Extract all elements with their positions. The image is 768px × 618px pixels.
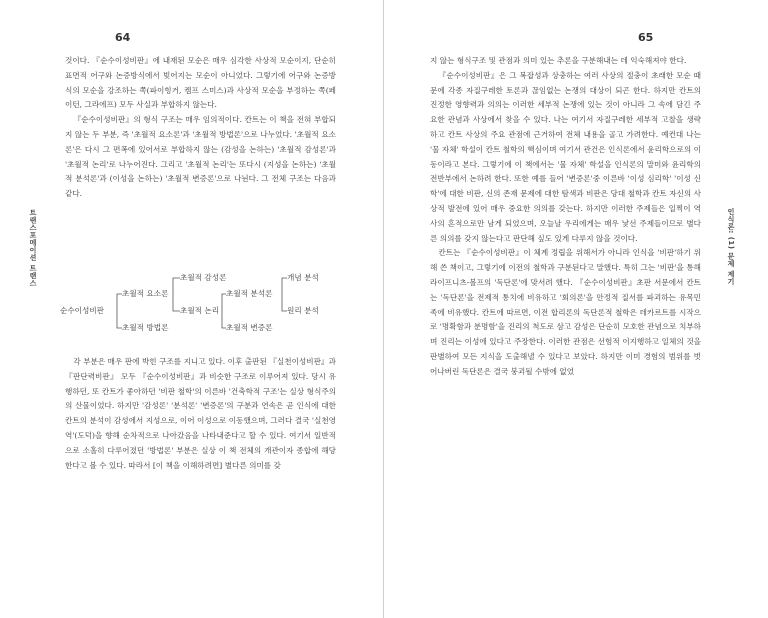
diagram-node-elements: 초월적 요소론 bbox=[122, 289, 169, 298]
page-gutter bbox=[383, 0, 384, 618]
left-text-top bbox=[65, 54, 336, 202]
diagram-node-logic: 초월적 논리 bbox=[180, 306, 220, 315]
diagram-node-method: 초월적 방법론 bbox=[122, 323, 169, 332]
paragraph: 『순수이성비판』은 그 복잡성과 상충하는 여러 사상의 절충이 초래한 모순 때문에 각종 자질구레한 토론과 끊임없는 논쟁의 대상이 되곤 한다. 하지만 칸트의 진정한 영향력과 의의는 이러한 세부적 논쟁에 있는 것이 아니라 그 속에 담긴 주요한 관념과 사상에서 찾을 수 있다. 나는 여기서 자질구레한 세부적 고찰을 생략하고 칸트 사상의 주요 관점에 근거하여 전체 내용을 골고 가려한다. 예컨대 나는 '물 자체' 학설이 칸트 철학의 핵심이며 여기서 관건은 인식론에서 윤리학으로의 이동이라고 본다. 그렇기에 이 책에서는 '물 자체' 학설을 인식론의 말미와 윤리학의 전반부에서 논하려 한다. 또한 예를 들어 '변증론'중 이른바 '이성 심리학' '이성 신학'에 대한 비판, 신의 존재 문제에 대한 탐색과 비판은 당대 철학과 칸트 자신의 사상적 발전에 있어 매우 중요한 의의를 갖는다. 하지만 이러한 주제들은 일찍이 역사의 흔적으로만 남게 되었으며, 오늘날 우리에게는 매우 낯선 주제들이므로 별다른 의의를 갖지 않는다고 판단해 싶도 있게 다루지 않을 것이다. bbox=[430, 70, 701, 243]
paragraph: 각 부분은 매우 판에 박힌 구조를 지니고 있다. 이후 출판된 『실천이성비판』과 『판단력비판』 모두 『순수이성비판』과 비슷한 구조로 이루어져 있다. 당시 유행하던, 또 칸트가 좋아하던 '비판 철학'의 이른바 '건축학적 구조'는 실상 형식주의의 산물이었다. 하지만 '감성론' '분석론' '변증론'의 구분과 연속은 곧 인식에 대한 칸트의 분석이 감성에서 지성으로, 이어 이성으로 이동했으며, 그러다 결국 '실천영역'(도덕)을 향해 순차적으로 나아갔음을 나타내준다고 할 수 있다. 여기서 일반적으로 소홀히 다루어졌던 '방법론' 부분은 실상 이 책 전체의 개관이자 종합에 해당한다고 볼 수 있다. 따라서 [이 책을 이해하려면] 별다른 의미를 갖 bbox=[65, 357, 336, 470]
left-page-number: 64 bbox=[115, 31, 131, 44]
paragraph: 것이다. 『순수이성비판』에 내재된 모순은 매우 심각한 사상적 모순이지, 단순히 표면적 어구와 논증방식에서 빚어지는 모순이 아니었다. 그렇기에 어구와 논증방식의 모순을 강조하는 쪽(파이힝거, 켐프 스미스)과 사상적 모순을 부정하는 쪽(페이턴, 그라에프) 모두 사실과 부합하지 않는다. bbox=[65, 56, 336, 110]
paragraph: 칸트는 『순수이성비판』이 체계 정립을 위해서가 아니라 인식을 '비판'하기 위해 쓴 책이고, 그렇기에 이전의 철학과 구분된다고 말했다. 특히 그는 '비판'을 통해 라이프니츠-볼프의 '독단론'에 맞서려 했다. 『순수이성비판』초판 서문에서 칸트는 '독단론'을 전제적 통치에 비유하고 '회의론'을 안정적 질서를 파괴하는 유목민족에 비유했다. 칸트에 따르면, 이전 합리론의 독단론적 철학은 데카르트를 시작으로 '명확함과 분명함'을 진리의 척도로 삼고 감성은 단순히 모호한 관념으로 치부하며 진리는 이성에 있다고 주장한다. 이러한 관점은 선험적 이지행하고 일체의 것을 판별하여 모든 지식을 도출해낼 수 있다고 보았다. 하지만 이미 경험의 범위를 벗어나버린 독단론은 결국 붕괴될 수밖에 없었 bbox=[430, 248, 701, 376]
diagram-node-principles: 원리 분석 bbox=[287, 306, 319, 315]
right-text bbox=[430, 54, 701, 380]
paragraph: 『순수이성비판』의 형식 구조는 매우 임의적이다. 칸트는 이 책을 전혀 부합되지 않는 두 부분, 즉 '초월적 요소론'과 '초월적 방법론'으로 나누었다. '초월적 요소론'은 다시 그 편폭에 있어서로 부합하지 않는 (감성을 논하는) '초월적 감성론'과 '초월적 논리'로 나누어진다. 그리고 '초월적 논리'는 또다시 (지성을 논하는) '초월적 분석론'과 (이성을 논하는) '초월적 변증론'으로 나뉜다. 그 전체 구조는 다음과 같다. bbox=[65, 115, 336, 199]
left-text-bottom bbox=[65, 355, 336, 473]
right-page-number: 65 bbox=[638, 31, 654, 44]
diagram-node-dialectic: 초월적 변증론 bbox=[226, 323, 273, 332]
diagram-node-analytic: 초월적 분석론 bbox=[226, 289, 273, 298]
left-running-title: 트랜스포메이션 트랜스 bbox=[29, 209, 37, 287]
diagram-node-concepts: 개념 분석 bbox=[287, 273, 319, 282]
right-running-title: 인식론: (1) 문제 제기 bbox=[727, 208, 735, 286]
structure-diagram bbox=[60, 270, 330, 340]
diagram-node-root: 순수이성비판 bbox=[60, 306, 105, 315]
paragraph: 지 않는 형식구조 및 관점과 의미 있는 추론을 구분해내는 데 익숙해져야 한다. bbox=[430, 56, 687, 65]
diagram-node-aesthetic: 초월적 감성론 bbox=[180, 273, 227, 282]
